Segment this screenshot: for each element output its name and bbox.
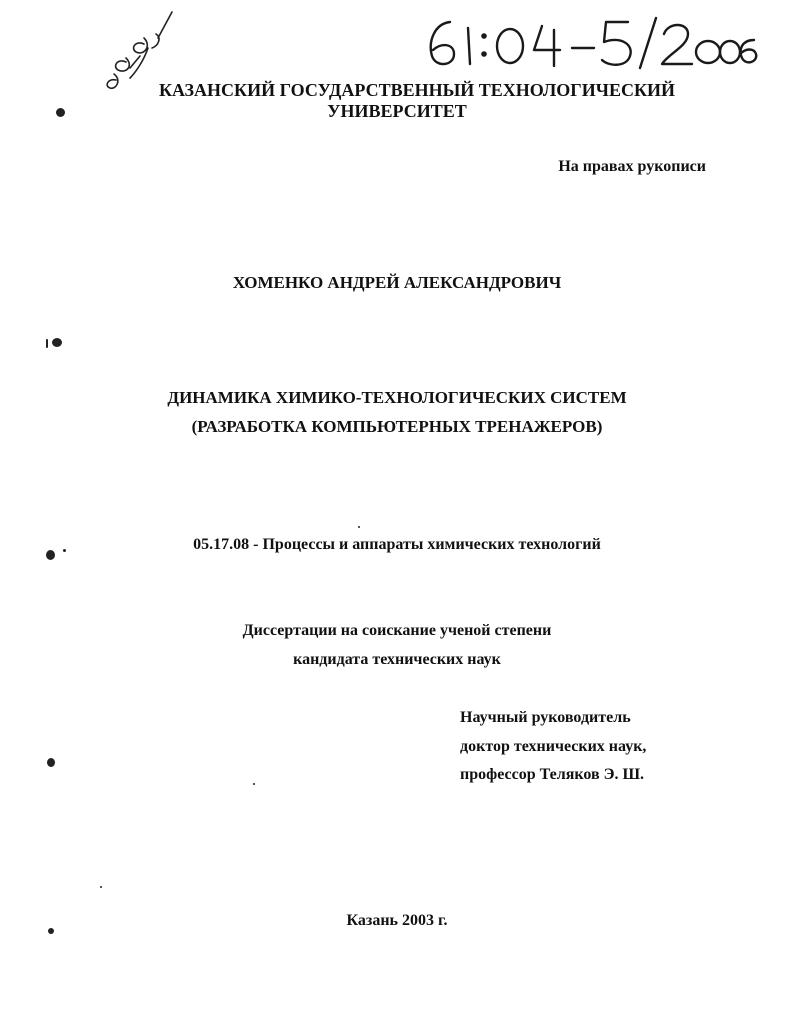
manuscript-rights-label: На правах рукописи [558,158,706,175]
supervisor-name: профессор Теляков Э. Ш. [460,766,645,783]
scan-mark [100,886,102,888]
handwritten-archive-code [420,14,760,72]
degree-line2: кандидата технических наук [293,651,501,668]
university-name-line2: УНИВЕРСИТЕТ [327,101,467,121]
dissertation-title-line2: (РАЗРАБОТКА КОМПЬЮТЕРНЫХ ТРЕНАЖЕРОВ) [191,417,603,436]
dissertation-title-line1: ДИНАМИКА ХИМИКО-ТЕХНОЛОГИЧЕСКИХ СИСТЕМ [167,388,627,407]
scan-mark [253,783,255,785]
place-year: Казань 2003 г. [346,912,448,929]
university-name-line1: КАЗАНСКИЙ ГОСУДАРСТВЕННЫЙ ТЕХНОЛОГИЧЕСКИЙ [158,80,676,100]
degree-line1: Диссертации на соискание ученой степени [242,622,552,639]
supervisor-degree: доктор технических наук, [460,738,647,755]
scan-mark [47,758,55,767]
scan-mark [358,526,360,528]
author-name: ХОМЕНКО АНДРЕЙ АЛЕКСАНДРОВИЧ [232,273,562,292]
scan-mark [52,338,62,347]
specialty-code: 05.17.08 - Процессы и аппараты химических технологий [193,536,601,553]
supervisor-label: Научный руководитель [460,709,631,726]
scan-mark [46,339,48,348]
